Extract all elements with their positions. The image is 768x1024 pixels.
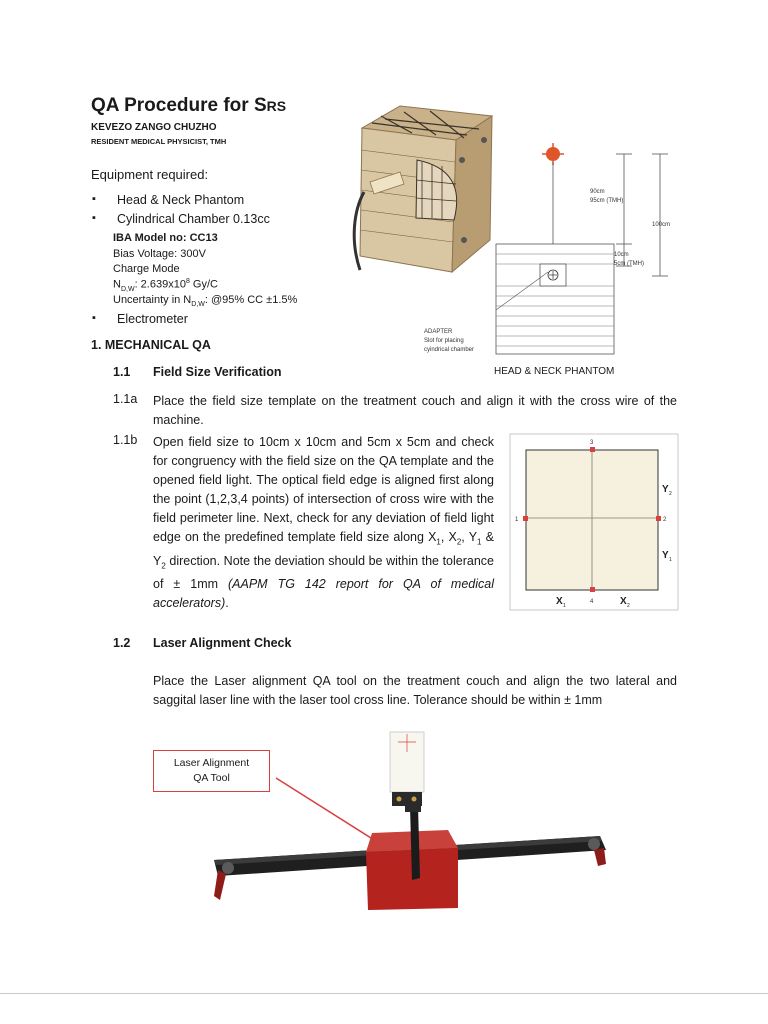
page-title: QA Procedure for SRS bbox=[91, 95, 287, 116]
laser-tool-callout bbox=[153, 750, 270, 792]
diagram-label: 95cm (TMH) bbox=[590, 198, 624, 204]
diagram-label: Slot for placing bbox=[424, 338, 464, 344]
subsection-title: Field Size Verification bbox=[153, 365, 282, 379]
diagram-label: 10cm bbox=[614, 252, 629, 258]
chamber-ndw: $N_{D,W}$: $2.639x10^8$ Gy/C bbox=[113, 278, 218, 293]
step-number: 1.1b bbox=[113, 433, 138, 447]
bullet-item: ▪ Head & Neck Phantom bbox=[92, 193, 245, 207]
axis-label: Y bbox=[662, 484, 669, 495]
point-label: 3 bbox=[590, 440, 594, 446]
bullet-item: ▪ Electrometer bbox=[92, 312, 188, 326]
diagram-label: 100cm bbox=[652, 222, 671, 228]
author-role: RESIDENT MEDICAL PHYSICIST, TMH bbox=[91, 137, 227, 146]
point-label: 2 bbox=[663, 517, 667, 523]
point-label: 4 bbox=[590, 599, 594, 605]
diagram-label: 5cm (TMH) bbox=[614, 261, 644, 267]
phantom-caption: HEAD & NECK PHANTOM bbox=[494, 366, 615, 377]
chamber-uncertainty: Uncertainty in $N_{D,W}$: @95% CC ±1.5% bbox=[113, 294, 298, 309]
axis-label: 1 bbox=[669, 557, 672, 563]
diagram-label: 90cm bbox=[590, 189, 605, 195]
axis-label: X bbox=[556, 596, 563, 607]
callout-line: QA Tool bbox=[193, 772, 230, 784]
diagram-label: cyindrical chamber bbox=[424, 347, 475, 353]
axis-label: 2 bbox=[627, 603, 630, 609]
phantom-diagram bbox=[418, 140, 683, 360]
axis-label: X bbox=[620, 596, 627, 607]
step-number: 1.1a bbox=[113, 392, 138, 406]
subsection-title: Laser Alignment Check bbox=[153, 636, 292, 650]
step-text: Place the Laser alignment QA tool on the treatment couch and align the two lateral and saggital laser line with the laser tool cross line. Tolerance should be within ± 1mm bbox=[153, 674, 677, 707]
diagram-label: ADAPTER bbox=[424, 329, 453, 335]
axis-label: 1 bbox=[563, 603, 566, 609]
point-label: 1 bbox=[515, 517, 519, 523]
author-name: KEVEZO ZANGO CHUZHO bbox=[91, 122, 217, 133]
axis-label: Y bbox=[662, 550, 669, 561]
step-text: Open field size to 10cm x 10cm and 5cm x 5cm and check for congruency with the field size on the QA template and the opened field light. The optical field edge is aligned first along the point (1,2,3,4 points) of intersection of cross wire with the field perimeter line. Next, check for any deviation of field light edge on the predefined template field size along $X_1$, $X_2$, $Y_1$ & $Y_2$ direction. Note the deviation should be within the tolerance of ± 1mm (AAPM TG 142 report for QA of medical accelerators). bbox=[153, 435, 494, 610]
equipment-heading: Equipment required: bbox=[91, 167, 209, 182]
field-template-diagram bbox=[508, 432, 680, 612]
subsection-number: 1.1 bbox=[113, 365, 131, 379]
section-heading: 1. MECHANICAL QA bbox=[91, 338, 211, 352]
bullet-item: ▪ Cylindrical Chamber 0.13cc bbox=[92, 212, 270, 226]
step-text: Place the field size template on the treatment couch and align it with the cross wire of the machine. bbox=[153, 394, 677, 427]
chamber-bias: Bias Voltage: 300V bbox=[113, 248, 206, 260]
axis-label: 2 bbox=[669, 491, 672, 497]
chamber-mode: Charge Mode bbox=[113, 263, 180, 275]
callout-line: Laser Alignment bbox=[173, 757, 250, 769]
subsection-number: 1.2 bbox=[113, 636, 131, 650]
chamber-model: IBA Model no: CC13 bbox=[113, 232, 218, 244]
page-divider bbox=[0, 993, 768, 994]
